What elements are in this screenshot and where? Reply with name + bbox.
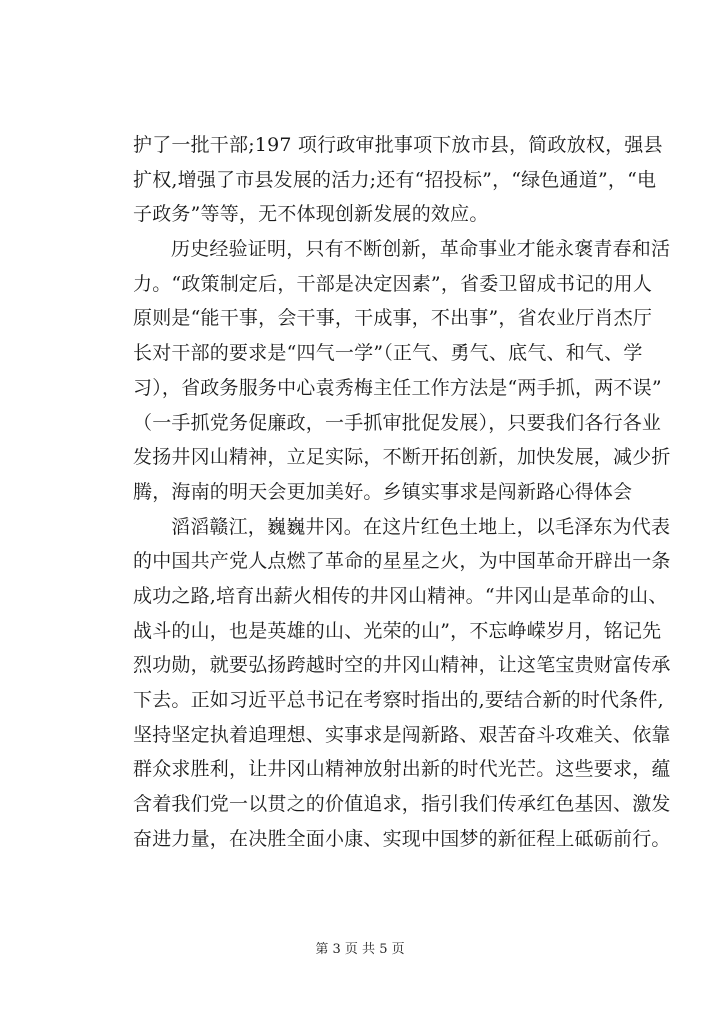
text-line: 烈功勋，就要弘扬跨越时空的井冈山精神，让这笔宝贵财富传承 — [133, 654, 671, 677]
text-line: 下去。正如习近平总书记在考察时指出的,要结合新的时代条件, — [133, 689, 664, 711]
text-line: 力。“政策制定后，干部是决定因素”，省委卫留成书记的用人 — [133, 272, 653, 295]
text-line: 的中国共产党人点燃了革命的星星之火，为中国革命开辟出一条 — [133, 550, 671, 573]
text-line: 奋进力量，在决胜全面小康、实现中国梦的新征程上砥砺前行。 — [133, 827, 671, 850]
text-line: 发扬井冈山精神，立足实际，不断开拓创新，加快发展，减少折 — [133, 446, 671, 469]
document-body — [133, 128, 671, 856]
text-line: （一手抓党务促廉政，一手抓审批促发展），只要我们各行各业 — [133, 411, 662, 434]
text-line: 成功之路,培育出薪火相传的井冈山精神。“井冈山是革命的山、 — [133, 584, 668, 607]
paragraph-first-line: 历史经验证明，只有不断创新，革命事业才能永褒青春和活 — [171, 238, 671, 261]
text-line: 扩权,增强了市县发展的活力;还有“招投标”，“绿色通道”，“电 — [133, 168, 657, 191]
text-line: 长对干部的要求是“四气一学”（正气、勇气、底气、和气、学 — [133, 342, 643, 365]
text-line: 含着我们党一以贯之的价值追求，指引我们传承红色基因、激发 — [133, 793, 671, 816]
text-line: 坚持坚定执着追理想、实事求是闯新路、艰苦奋斗攻难关、依靠 — [133, 723, 671, 746]
text-line: 子政务”等等，无不体现创新发展的效应。 — [133, 203, 489, 226]
page-footer — [0, 938, 720, 957]
text-line: 原则是“能干事，会干事，干成事，不出事”，省农业厅肖杰厅 — [133, 307, 653, 330]
page-number-label: 第 3 页 共 5 页 — [315, 942, 405, 957]
text-line: 战斗的山，也是英雄的山、光荣的山”，不忘峥嵘岁月，铭记先 — [133, 619, 662, 642]
text-line: 护了一批干部;197 项行政审批事项下放市县，简政放权，强县 — [133, 134, 663, 156]
paragraph-first-line: 滔滔赣江，巍巍井冈。在这片红色土地上，以毛泽东为代表 — [171, 515, 671, 538]
text-line: 腾，海南的明天会更加美好。乡镇实事求是闯新路心得体会 — [133, 480, 633, 503]
text-line: 习），省政务服务中心袁秀梅主任工作方法是“两手抓，两不误” — [133, 376, 662, 399]
text-line: 群众求胜利，让井冈山精神放射出新的时代光芒。这些要求，蕴 — [133, 758, 671, 781]
